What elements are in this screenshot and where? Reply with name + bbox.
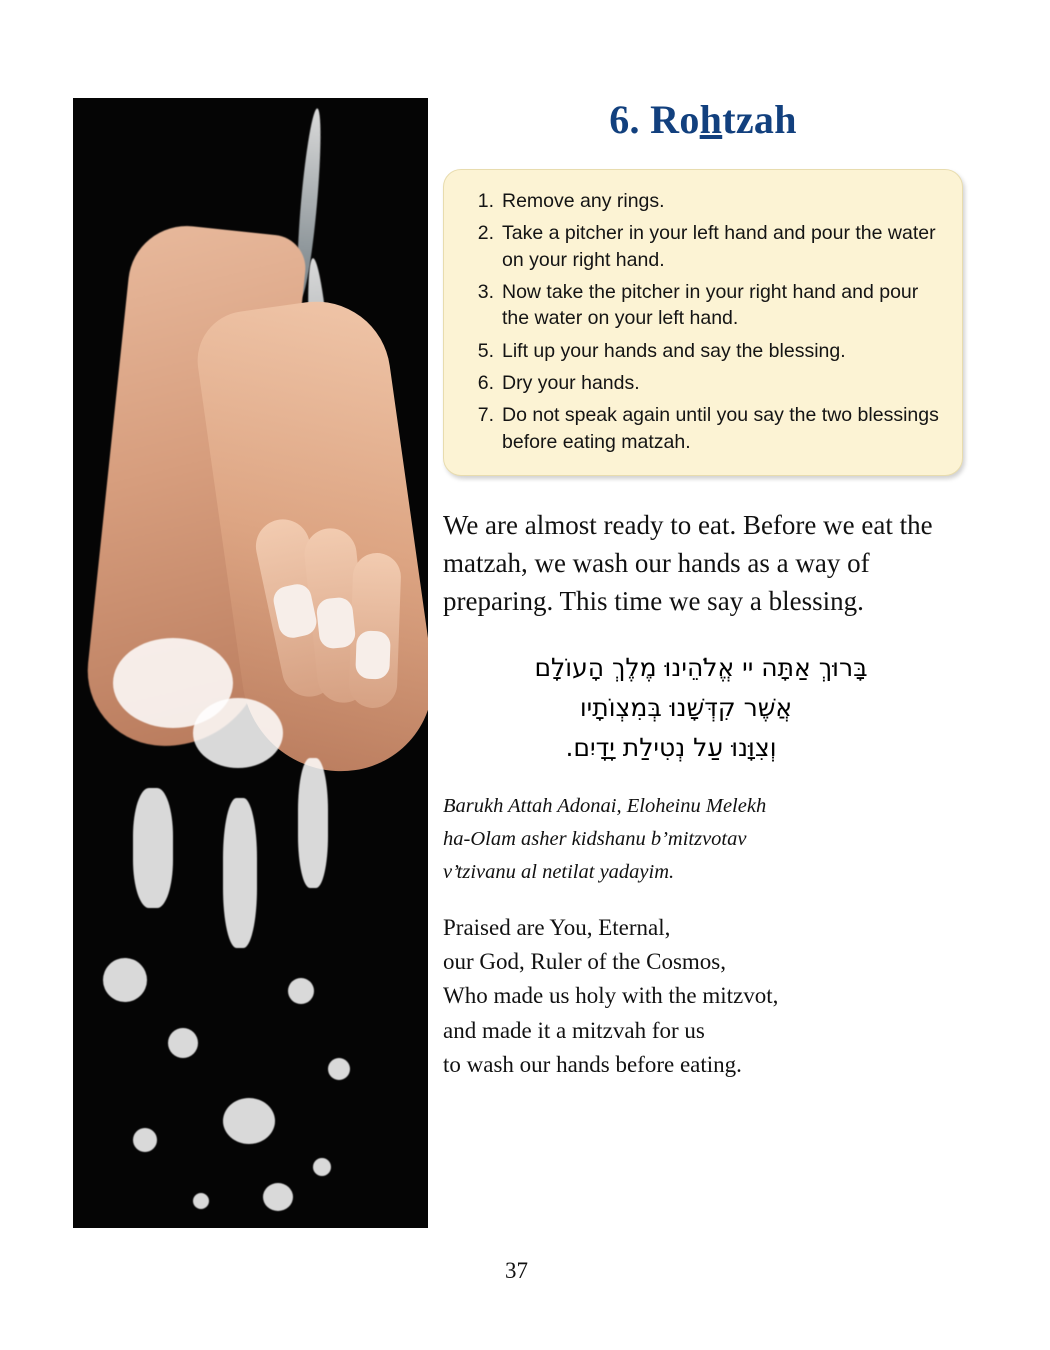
list-item-number: 1. [477,190,494,212]
water-droplet [193,1193,209,1209]
water-droplet [103,958,147,1002]
water-droplet [288,978,314,1004]
list-item-text: Take a pitcher in your left hand and pour the water on your right hand. [502,222,936,271]
transliteration-line-1: Barukh Attah Adonai, Eloheinu Melekh [443,794,767,817]
list-item [477,370,942,396]
list-item-text: Now take the pitcher in your right hand and pour the water on your left hand. [502,280,919,330]
hands-washing-photo [73,98,428,1228]
translation-line-1: Praised are You, Eternal, [443,915,671,941]
transliteration-line-3: v’tzivanu al netilat yadayim. [443,861,675,884]
list-item-text: Dry your hands. [502,371,640,394]
water-drip [133,788,173,908]
water-splash [193,698,283,768]
list-item-number: 2. [477,222,494,245]
transliteration-line-2: ha-Olam asher kidshanu b’mitzvotav [443,828,747,850]
translation-line-3: Who made us holy with the mitzvot, [443,983,779,1009]
list-item [477,279,942,332]
water-droplet [168,1028,198,1058]
list-item-number: 6. [477,371,494,394]
page-title [443,96,963,143]
water-droplet [263,1183,293,1211]
list-item [477,188,942,214]
water-droplet [313,1158,331,1176]
water-drip [298,758,328,888]
list-item-text: Do not speak again until you say the two blessings before eating matzah. [502,404,939,453]
intro-paragraph: We are almost ready to eat. Before we eat the matzah, we wash our hands as a way of preparing. This time we say a blessing. [443,509,933,617]
hebrew-blessing [443,648,959,768]
instructions-list [458,188,942,455]
list-item [477,220,942,273]
water-droplet [133,1128,157,1152]
list-item [477,402,942,455]
photo-illustration [73,98,428,1228]
list-item [477,338,942,364]
water-droplet [223,1098,275,1144]
page-title-number: 6. [609,97,640,142]
fingernail [355,630,391,679]
page-content [443,96,963,1082]
instructions-box [443,169,963,476]
fingernail [315,596,356,649]
translation-line-5: to wash our hands before eating. [443,1051,742,1077]
page-number: 37 [505,1258,528,1283]
list-item-text: Lift up your hands and say the blessing. [502,339,846,362]
water-droplet [328,1058,350,1080]
translation-line-4: and made it a mitzvah for us [443,1017,705,1043]
hebrew-line-3: וְצִוָּנוּ עַל נְטִילַת יָדָיִם. [565,732,777,762]
water-drip [223,798,257,948]
translation-block [443,911,963,1081]
list-item-number: 5. [477,339,494,362]
page-title-text: Rohtzah [650,97,797,142]
list-item-number: 7. [477,404,494,427]
hebrew-line-2: אֲשֶׁר קִדְּשָׁנוּ בְּמִצְוֹתָיו [579,692,793,722]
transliteration-block [443,790,963,890]
translation-line-2: our God, Ruler of the Cosmos, [443,949,727,975]
hebrew-line-1: בָּרוּךְ אַתָּה יי אֱלֹהֵינוּ מֶלֶךְ הָעוֹלָם [534,652,868,682]
list-item-number: 3. [477,280,494,303]
list-item-text: Remove any rings. [502,190,665,212]
